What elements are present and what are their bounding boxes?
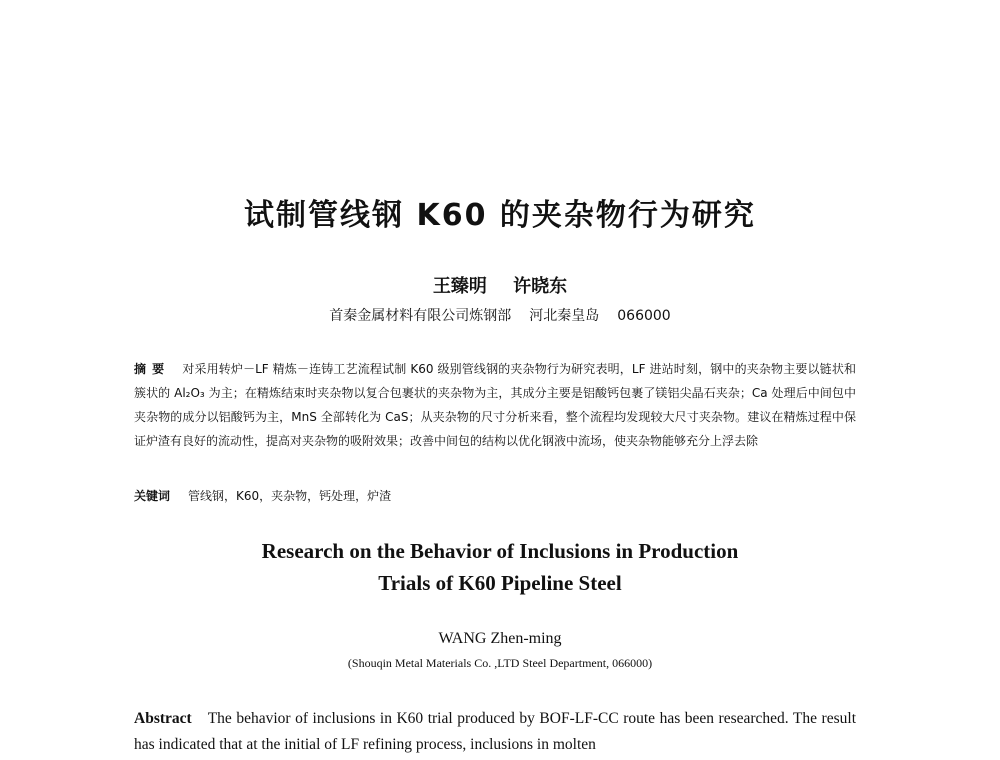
chinese-keywords bbox=[134, 486, 856, 506]
english-abstract bbox=[134, 706, 856, 758]
english-title bbox=[0, 535, 1000, 599]
chinese-affiliation bbox=[0, 305, 1000, 325]
chinese-keywords-label: 关键词 bbox=[134, 489, 171, 503]
chinese-title: 试制管线钢 K60 的夹杂物行为研究 bbox=[244, 198, 756, 233]
affiliation-postcode: 066000 bbox=[617, 308, 671, 324]
english-author: WANG Zhen-ming bbox=[438, 630, 562, 647]
english-title-line-1: Research on the Behavior of Inclusions in Production bbox=[261, 539, 739, 563]
english-affiliation: (Shouqin Metal Materials Co. ,LTD Steel Department, 066000) bbox=[347, 656, 653, 670]
english-abstract-label: Abstract bbox=[134, 710, 192, 727]
affiliation-place: 河北秦皇岛 bbox=[529, 308, 600, 324]
chinese-keywords-text: 管线钢，K60，夹杂物，钙处理，炉渣 bbox=[188, 489, 392, 503]
affiliation-org: 首秦金属材料有限公司炼钢部 bbox=[329, 308, 512, 324]
chinese-authors: 王臻明 许晓东 bbox=[432, 276, 568, 297]
english-abstract-text: The behavior of inclusions in K60 trial produced by BOF-LF-CC route has been researched. The result has indicated that at the initial of LF refining process, inclusions in molten bbox=[134, 710, 856, 753]
english-title-line-2: Trials of K60 Pipeline Steel bbox=[378, 571, 622, 595]
chinese-abstract-label: 摘要 bbox=[134, 362, 171, 376]
chinese-abstract-text: 对采用转炉－LF 精炼－连铸工艺流程试制 K60 级别管线钢的夹杂物行为研究表明，LF 进站时刻，钢中的夹杂物主要以链状和簇状的 Al₂O₃ 为主；在精炼结束时夹杂物以复合包裹状的夹杂物为主，其成分主要是铝酸钙包裹了镁铝尖晶石夹杂；Ca 处理后中间包中夹杂物的成分以铝酸钙为主，MnS 全部转化为 CaS；从夹杂物的尺寸分析来看，整个流程均发现较大尺寸夹杂物。建议在精炼过程中保证炉渣有良好的流动性，提高对夹杂物的吸附效果；改善中间包的结构以优化钢液中流场，使夹杂物能够充分上浮去除 bbox=[134, 362, 856, 448]
chinese-abstract bbox=[134, 357, 856, 453]
